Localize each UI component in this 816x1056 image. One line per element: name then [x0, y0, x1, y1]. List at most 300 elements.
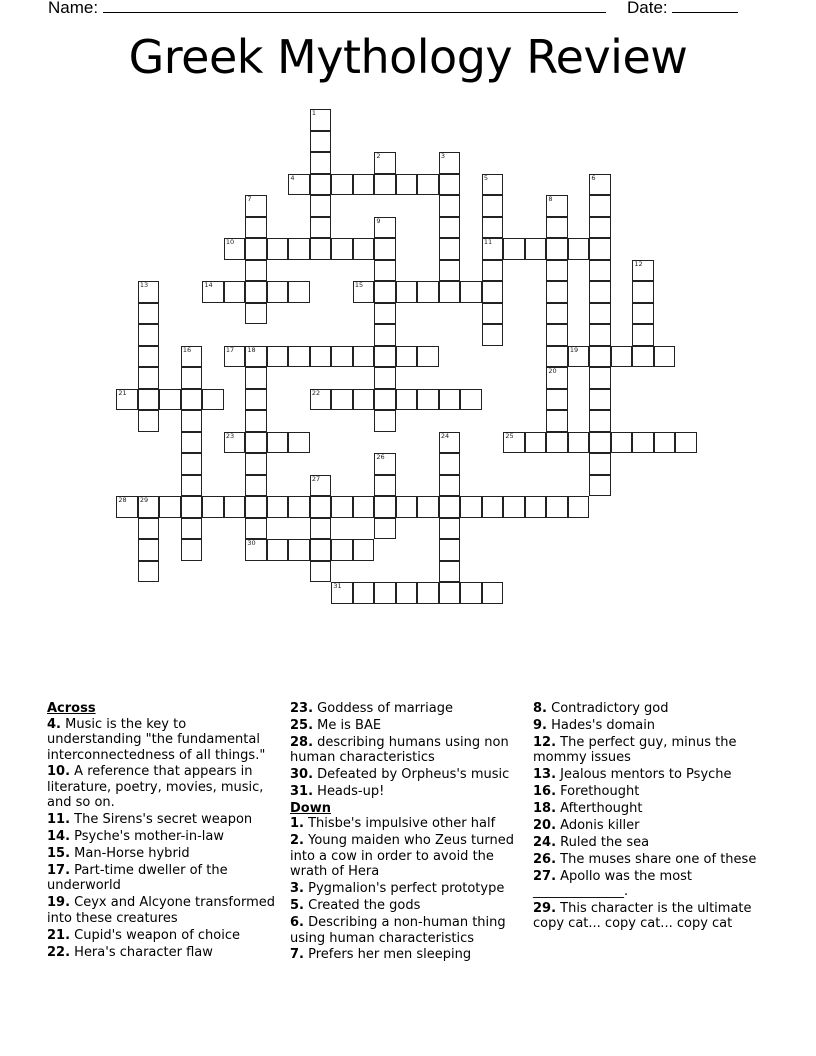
crossword-cell[interactable] [331, 238, 353, 260]
clues-column-2 [290, 701, 530, 964]
crossword-cell[interactable] [310, 346, 332, 368]
crossword-cell[interactable] [245, 367, 267, 389]
crossword-cell[interactable] [417, 389, 439, 411]
crossword-cell[interactable] [482, 324, 504, 346]
crossword-cell[interactable] [460, 582, 482, 604]
clue-number: 16 [182, 345, 192, 354]
crossword-cell[interactable] [202, 281, 224, 303]
crossword-cell[interactable] [460, 281, 482, 303]
clue-text: Me is BAE [313, 717, 382, 733]
crossword-cell[interactable] [288, 281, 310, 303]
crossword-cell[interactable] [589, 475, 611, 497]
crossword-cell[interactable] [224, 238, 246, 260]
crossword-cell[interactable] [482, 582, 504, 604]
clue-number: 10 [225, 238, 235, 247]
clue-item [290, 718, 530, 734]
crossword-cell[interactable] [138, 561, 160, 583]
crossword-cell[interactable] [245, 303, 267, 325]
clue-number: 9. [533, 717, 547, 733]
crossword-cell[interactable] [288, 539, 310, 561]
clue-text: The Sirens's secret weapon [70, 812, 253, 828]
crossword-cell[interactable] [632, 324, 654, 346]
crossword-cell[interactable] [546, 217, 568, 239]
clue-text: The muses share one of these [556, 851, 757, 867]
crossword-cell[interactable] [267, 432, 289, 454]
clue-number: 26. [533, 851, 557, 867]
crossword-cell[interactable] [374, 281, 396, 303]
page-title: Greek Mythology Review [128, 30, 688, 84]
crossword-cell[interactable] [439, 582, 461, 604]
clue-item [290, 833, 530, 880]
crossword-cell[interactable] [396, 346, 418, 368]
crossword-cell[interactable] [374, 346, 396, 368]
crossword-cell[interactable] [353, 174, 375, 196]
crossword-cell[interactable] [482, 195, 504, 217]
crossword-cell[interactable] [525, 238, 547, 260]
clue-number: 2. [290, 833, 304, 849]
crossword-cell[interactable] [589, 410, 611, 432]
clue-text: Contradictory god [546, 701, 669, 716]
crossword-cell[interactable] [138, 346, 160, 368]
clue-item [290, 881, 530, 897]
crossword-cell[interactable] [181, 367, 203, 389]
crossword-cell[interactable] [202, 496, 224, 518]
clue-text: Created the gods [303, 898, 421, 914]
crossword-cell[interactable] [503, 238, 525, 260]
clue-text: Heads-up! [313, 784, 385, 800]
clue-number: 23 [225, 431, 235, 440]
crossword-cell[interactable] [374, 260, 396, 282]
crossword-cell[interactable] [546, 367, 568, 389]
crossword-cell[interactable] [224, 432, 246, 454]
clue-number: 22 [311, 388, 321, 397]
clue-number: 29 [139, 496, 149, 505]
crossword-cell[interactable] [439, 281, 461, 303]
clue-item [290, 735, 530, 766]
crossword-cell[interactable] [138, 367, 160, 389]
crossword-cell[interactable] [439, 195, 461, 217]
clue-number: 30. [290, 767, 314, 783]
clue-item [47, 895, 282, 926]
crossword-cell[interactable] [589, 303, 611, 325]
crossword-cell[interactable] [353, 582, 375, 604]
crossword-cell[interactable] [310, 518, 332, 540]
crossword-cell[interactable] [417, 582, 439, 604]
crossword-cell[interactable] [310, 496, 332, 518]
clue-item [533, 784, 773, 800]
clue-number: 30 [247, 539, 256, 548]
crossword-cell[interactable] [589, 346, 611, 368]
crossword-cell[interactable] [654, 432, 676, 454]
crossword-cell[interactable] [331, 174, 353, 196]
clue-number: 13 [139, 281, 149, 290]
crossword-cell[interactable] [288, 174, 310, 196]
crossword-cell[interactable] [396, 174, 418, 196]
crossword-cell[interactable] [245, 432, 267, 454]
crossword-cell[interactable] [138, 539, 160, 561]
crossword-cell[interactable] [589, 389, 611, 411]
clue-number: 10. [47, 764, 71, 780]
crossword-cell[interactable] [632, 346, 654, 368]
crossword-cell[interactable] [396, 389, 418, 411]
clue-number: 3. [290, 881, 304, 897]
clue-item [290, 767, 530, 783]
crossword-cell[interactable] [439, 475, 461, 497]
crossword-cell[interactable] [439, 260, 461, 282]
clue-number: 24 [440, 431, 450, 440]
crossword-cell[interactable] [632, 281, 654, 303]
crossword-cell[interactable] [138, 389, 160, 411]
crossword-cell[interactable] [439, 217, 461, 239]
crossword-cell[interactable] [310, 238, 332, 260]
crossword-cell[interactable] [439, 496, 461, 518]
crossword-cell[interactable] [589, 324, 611, 346]
clue-text: This character is the ultimate copy cat... copy cat... copy cat [533, 900, 752, 932]
crossword-cell[interactable] [568, 238, 590, 260]
crossword-cell[interactable] [482, 217, 504, 239]
crossword-cell[interactable] [374, 475, 396, 497]
crossword-cell[interactable] [353, 281, 375, 303]
crossword-cell[interactable] [546, 281, 568, 303]
crossword-cell[interactable] [310, 217, 332, 239]
crossword-cell[interactable] [503, 432, 525, 454]
crossword-cell[interactable] [589, 281, 611, 303]
crossword-cell[interactable] [138, 496, 160, 518]
clue-item [47, 945, 282, 961]
crossword-cell[interactable] [181, 453, 203, 475]
clue-number: 20. [533, 817, 557, 833]
crossword-cell[interactable] [439, 561, 461, 583]
crossword-cell[interactable] [439, 152, 461, 174]
crossword-cell[interactable] [245, 539, 267, 561]
crossword-cell[interactable] [439, 432, 461, 454]
crossword-cell[interactable] [181, 410, 203, 432]
clue-number: 25. [290, 717, 314, 733]
crossword-cell[interactable] [396, 582, 418, 604]
crossword-cell[interactable] [138, 410, 160, 432]
crossword-cell[interactable] [138, 324, 160, 346]
clue-item [290, 816, 530, 832]
crossword-cell[interactable] [482, 303, 504, 325]
crossword-cell[interactable] [589, 238, 611, 260]
clue-number: 16. [533, 784, 557, 800]
crossword-cell[interactable] [224, 496, 246, 518]
clue-text: Hades's domain [546, 717, 656, 733]
clue-text: Thisbe's impulsive other half [303, 816, 496, 832]
clue-text: Prefers her men sleeping [303, 947, 472, 963]
clue-number: 21 [118, 388, 127, 397]
crossword-cell[interactable] [417, 174, 439, 196]
crossword-cell[interactable] [267, 539, 289, 561]
crossword-cell[interactable] [439, 389, 461, 411]
clue-item [47, 717, 282, 764]
crossword-cell[interactable] [589, 432, 611, 454]
crossword-cell[interactable] [482, 260, 504, 282]
crossword-cell[interactable] [331, 496, 353, 518]
crossword-cell[interactable] [546, 346, 568, 368]
name-label: Name: [48, 0, 99, 17]
clue-item [533, 835, 773, 851]
clue-number: 19. [47, 895, 71, 911]
crossword-cell[interactable] [417, 346, 439, 368]
crossword-cell[interactable] [138, 281, 160, 303]
crossword-cell[interactable] [267, 346, 289, 368]
crossword-cell[interactable] [245, 346, 267, 368]
crossword-cell[interactable] [525, 432, 547, 454]
crossword-cell[interactable] [310, 109, 332, 131]
clue-text: Part-time dweller of the underworld [47, 862, 228, 894]
clue-text: Defeated by Orpheus's music [313, 767, 510, 783]
crossword-cell[interactable] [546, 260, 568, 282]
crossword-cell[interactable] [181, 539, 203, 561]
clues-column-3 [533, 701, 773, 933]
clue-text: Ruled the sea [556, 834, 650, 850]
crossword-cell[interactable] [288, 432, 310, 454]
crossword-cell[interactable] [267, 496, 289, 518]
clue-item [47, 863, 282, 894]
clue-number: 28 [118, 496, 127, 505]
clue-number: 31. [290, 784, 314, 800]
clue-item [290, 915, 530, 946]
crossword-cell[interactable] [546, 496, 568, 518]
crossword-cell[interactable] [245, 496, 267, 518]
crossword-cell[interactable] [374, 389, 396, 411]
crossword-cell[interactable] [331, 539, 353, 561]
clue-number: 26 [376, 453, 385, 462]
clue-number: 14 [204, 281, 213, 290]
crossword-cell[interactable] [417, 496, 439, 518]
clue-number: 12 [634, 259, 643, 268]
crossword-cell[interactable] [181, 346, 203, 368]
crossword-cell[interactable] [181, 432, 203, 454]
crossword-cell[interactable] [374, 324, 396, 346]
crossword-cell[interactable] [396, 496, 418, 518]
clue-text: The perfect guy, minus the mommy issues [533, 734, 737, 766]
clue-text: describing humans using non human characteristics [290, 734, 509, 766]
clue-number: 6. [290, 915, 304, 931]
crossword-cell[interactable] [224, 346, 246, 368]
clue-number: 15 [354, 281, 364, 290]
crossword-cell[interactable] [310, 475, 332, 497]
crossword-cell[interactable] [417, 281, 439, 303]
clue-number: 25 [505, 431, 514, 440]
clue-text: Jealous mentors to Psyche [556, 767, 732, 783]
clue-item [533, 735, 773, 766]
clue-item [47, 829, 282, 845]
crossword-cell[interactable] [632, 432, 654, 454]
crossword-cell[interactable] [288, 496, 310, 518]
crossword-cell[interactable] [611, 346, 633, 368]
clue-item [290, 784, 530, 800]
crossword-cell[interactable] [310, 174, 332, 196]
crossword-cell[interactable] [589, 260, 611, 282]
crossword-cell[interactable] [632, 260, 654, 282]
crossword-cell[interactable] [353, 389, 375, 411]
crossword-cell[interactable] [245, 281, 267, 303]
crossword-cell[interactable] [181, 475, 203, 497]
crossword-cell[interactable] [546, 432, 568, 454]
crossword-cell[interactable] [439, 174, 461, 196]
crossword-cell[interactable] [460, 389, 482, 411]
crossword-cell[interactable] [310, 539, 332, 561]
crossword-cell[interactable] [546, 195, 568, 217]
crossword-cell[interactable] [482, 496, 504, 518]
crossword-cell[interactable] [202, 389, 224, 411]
crossword-cell[interactable] [374, 410, 396, 432]
crossword-cell[interactable] [310, 195, 332, 217]
clue-text: Cupid's weapon of choice [70, 927, 241, 943]
crossword-cell[interactable] [632, 303, 654, 325]
clue-number: 5. [290, 898, 304, 914]
clue-item [533, 901, 773, 932]
crossword-cell[interactable] [245, 260, 267, 282]
crossword-cell[interactable] [589, 217, 611, 239]
clue-text: Psyche's mother-in-law [70, 829, 225, 845]
crossword-cell[interactable] [374, 303, 396, 325]
crossword-cell[interactable] [546, 324, 568, 346]
crossword-cell[interactable] [267, 281, 289, 303]
crossword-cell[interactable] [589, 174, 611, 196]
crossword-cell[interactable] [374, 152, 396, 174]
crossword-cell[interactable] [439, 518, 461, 540]
crossword-cell[interactable] [374, 217, 396, 239]
crossword-cell[interactable] [482, 281, 504, 303]
clue-item [290, 947, 530, 963]
crossword-cell[interactable] [310, 561, 332, 583]
crossword-cell[interactable] [568, 346, 590, 368]
crossword-cell[interactable] [611, 432, 633, 454]
crossword-cell[interactable] [439, 238, 461, 260]
crossword-cell[interactable] [374, 453, 396, 475]
clue-number: 6 [591, 173, 596, 182]
crossword-cell[interactable] [116, 496, 138, 518]
crossword-cell[interactable] [568, 496, 590, 518]
crossword-cell[interactable] [310, 152, 332, 174]
crossword-cell[interactable] [138, 518, 160, 540]
crossword-cell[interactable] [159, 496, 181, 518]
crossword-cell[interactable] [288, 346, 310, 368]
crossword-cell[interactable] [439, 453, 461, 475]
clue-number: 9 [376, 216, 381, 225]
crossword-cell[interactable] [482, 174, 504, 196]
crossword-cell[interactable] [546, 238, 568, 260]
crossword-cell[interactable] [267, 238, 289, 260]
crossword-cell[interactable] [353, 539, 375, 561]
clue-item [47, 764, 282, 811]
crossword-cell[interactable] [374, 174, 396, 196]
crossword-cell[interactable] [224, 281, 246, 303]
crossword-cell[interactable] [181, 389, 203, 411]
crossword-cell[interactable] [181, 518, 203, 540]
clue-item [533, 818, 773, 834]
clue-item [533, 801, 773, 817]
crossword-cell[interactable] [288, 238, 310, 260]
clue-number: 12. [533, 734, 557, 750]
crossword-cell[interactable] [396, 281, 418, 303]
clue-number: 17. [47, 862, 71, 878]
crossword-cell[interactable] [589, 195, 611, 217]
clue-number: 2 [376, 152, 381, 161]
clue-text: Young maiden who Zeus turned into a cow in order to avoid the wrath of Hera [290, 833, 514, 880]
clue-number: 4. [47, 716, 61, 732]
crossword-cell[interactable] [374, 238, 396, 260]
crossword-cell[interactable] [245, 475, 267, 497]
clue-number: 31 [333, 582, 342, 591]
crossword-cell[interactable] [482, 238, 504, 260]
crossword-cell[interactable] [138, 303, 160, 325]
crossword-cell[interactable] [245, 238, 267, 260]
clue-number: 29. [533, 900, 557, 916]
date-label: Date: [627, 0, 668, 17]
crossword-cell[interactable] [181, 496, 203, 518]
crossword-cell[interactable] [589, 367, 611, 389]
crossword-cell[interactable] [159, 389, 181, 411]
clue-number: 20 [548, 367, 557, 376]
clue-item [47, 928, 282, 944]
clue-text: Apollo was the most ______________. [533, 868, 693, 900]
crossword-cell[interactable] [654, 346, 676, 368]
crossword-cell[interactable] [331, 582, 353, 604]
crossword-cell[interactable] [310, 131, 332, 153]
crossword-cell[interactable] [245, 453, 267, 475]
crossword-cell[interactable] [331, 389, 353, 411]
clue-number: 24. [533, 834, 557, 850]
crossword-cell[interactable] [589, 453, 611, 475]
crossword-cell[interactable] [245, 410, 267, 432]
clue-number: 28. [290, 734, 314, 750]
clue-number: 13. [533, 767, 557, 783]
clue-text: Pygmalion's perfect prototype [303, 881, 505, 897]
crossword-cell[interactable] [331, 346, 353, 368]
crossword-cell[interactable] [460, 496, 482, 518]
crossword-cell[interactable] [374, 582, 396, 604]
crossword-cell[interactable] [439, 539, 461, 561]
crossword-cell[interactable] [116, 389, 138, 411]
clue-number: 5 [483, 173, 489, 182]
crossword-cell[interactable] [675, 432, 697, 454]
down-heading: Down [290, 800, 331, 816]
clue-number: 11. [47, 812, 71, 828]
crossword-cell[interactable] [546, 389, 568, 411]
clue-number: 27 [311, 474, 321, 483]
crossword-cell[interactable] [546, 410, 568, 432]
clue-text: A reference that appears in literature, poetry, movies, music, and so on. [47, 764, 264, 811]
clue-number: 7 [247, 195, 252, 204]
crossword-cell[interactable] [353, 496, 375, 518]
crossword-cell[interactable] [525, 496, 547, 518]
crossword-cell[interactable] [353, 346, 375, 368]
crossword-cell[interactable] [568, 432, 590, 454]
crossword-cell[interactable] [374, 518, 396, 540]
clue-item [290, 701, 530, 717]
crossword-cell[interactable] [245, 389, 267, 411]
clue-text: Forethought [556, 784, 640, 800]
crossword-cell[interactable] [245, 217, 267, 239]
crossword-cell[interactable] [374, 367, 396, 389]
crossword-cell[interactable] [245, 195, 267, 217]
clue-text: Goddess of marriage [313, 701, 453, 716]
crossword-cell[interactable] [374, 496, 396, 518]
clue-number: 14. [47, 829, 71, 845]
crossword-cell[interactable] [546, 303, 568, 325]
clue-number: 19 [569, 345, 579, 354]
clues-column-1 [47, 701, 282, 962]
crossword-cell[interactable] [353, 238, 375, 260]
clue-number: 22. [47, 944, 71, 960]
crossword-cell[interactable] [503, 496, 525, 518]
crossword-cell[interactable] [245, 518, 267, 540]
crossword-cell[interactable] [310, 389, 332, 411]
